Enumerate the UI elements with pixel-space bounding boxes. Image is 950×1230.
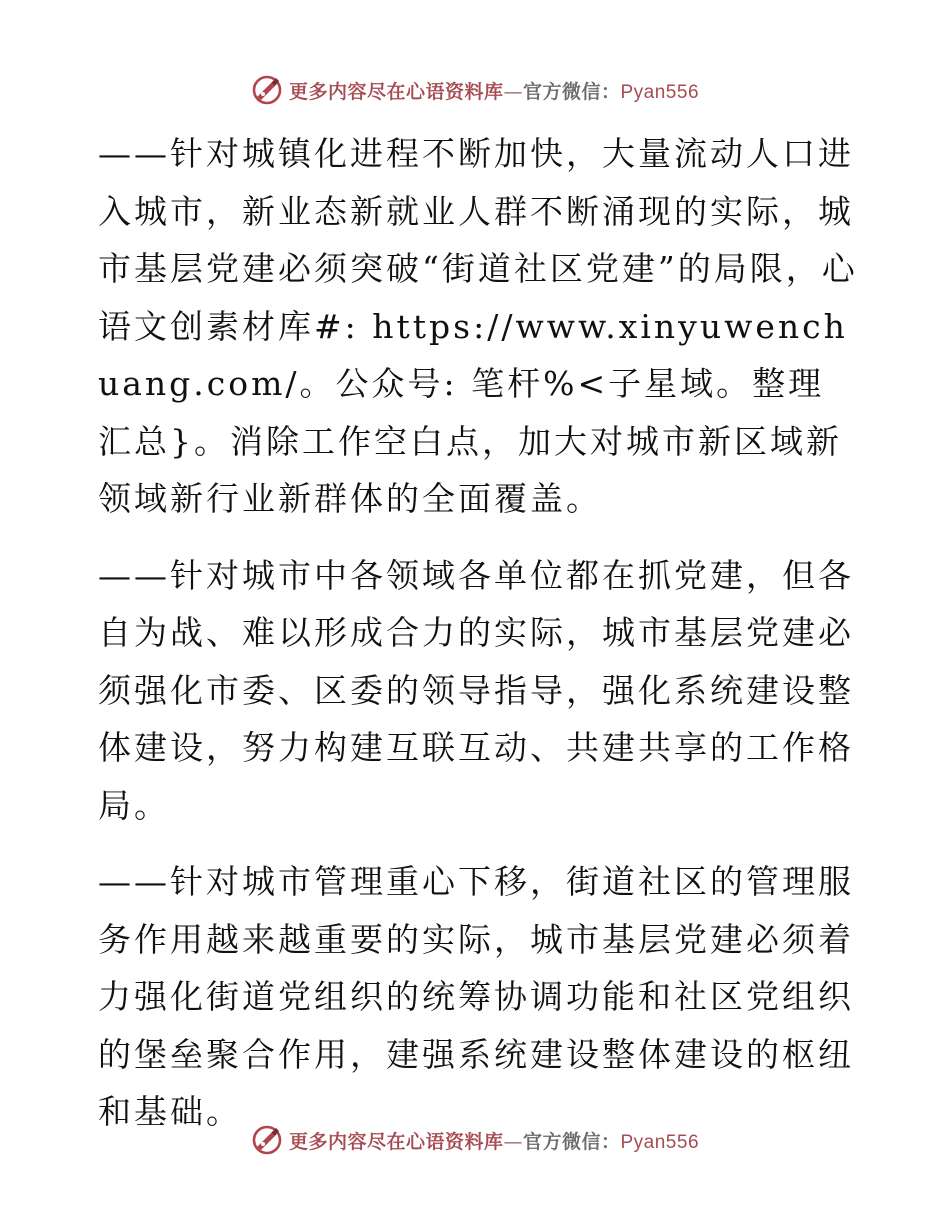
document-body <box>98 125 858 1160</box>
banner-wechat-label: 官方微信： <box>522 1130 621 1153</box>
banner-text <box>289 1127 699 1154</box>
paragraph-2: ——针对城市中各领域各单位都在抓党建，但各自为战、难以形成合力的实际，城市基层党建必须强化市委、区委的领导指导，强化系统建设整体建设，努力构建互联互动、共建共享的工作格局。 <box>98 555 854 825</box>
banner-separator: — <box>503 80 523 103</box>
banner-wechat-id: Pyan556 <box>620 81 700 103</box>
paragraph-3: ——针对城市管理重心下移，街道社区的管理服务作用越来越重要的实际，城市基层党建必须着力强化街道党组织的统筹协调功能和社区党组织的堡垒聚合作用，建强系统建设整体建设的枢纽和基础。 <box>98 862 854 1131</box>
paragraph-1: ——针对城镇化进程不断加快，大量流动人口进入城市，新业态新就业人群不断涌现的实际，城市基层党建必须突破“街道社区党建”的局限，心语文创素材库#: https://www.xinyuwenchuang.com/。公众号: 笔杆%<子星域。整理汇总}。消除工作空白点，加大对城市新区域新领域新行业新群体的全面覆盖。 <box>98 134 858 518</box>
footer-banner <box>0 1120 950 1160</box>
banner-main-text: 更多内容尽在心语资料库 <box>288 80 504 103</box>
pen-logo-icon <box>251 74 283 106</box>
banner-separator: — <box>503 1130 523 1153</box>
banner-main-text: 更多内容尽在心语资料库 <box>288 1130 504 1153</box>
pen-logo-icon <box>251 1124 283 1156</box>
banner-wechat-label: 官方微信： <box>522 80 621 103</box>
banner-text <box>289 77 699 104</box>
header-banner <box>0 70 950 110</box>
banner-wechat-id: Pyan556 <box>620 1131 700 1153</box>
